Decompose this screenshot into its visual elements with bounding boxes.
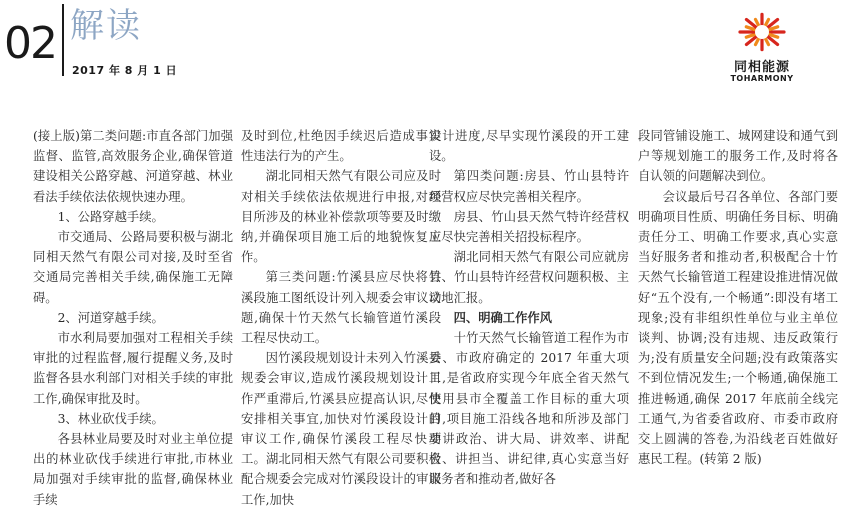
logo-name-cn: 同相能源 xyxy=(733,60,790,75)
logo-name-en: TOHARMONY xyxy=(730,74,794,83)
article-column-1 xyxy=(33,126,233,510)
article-paragraph: 四、明确工作作风 xyxy=(453,309,552,325)
article-paragraph: 第四类问题:房县、竹山县特许经营权应尽快完善相关程序。 xyxy=(429,169,629,204)
article-paragraph: 段同管铺设施工、城网建设和通气到户等规划施工的服务工作,及时将各自认领的问题解决到位。 xyxy=(638,129,838,184)
article-paragraph: 3、林业砍伐手续。 xyxy=(57,411,164,426)
article-column-3 xyxy=(429,126,629,490)
header-divider xyxy=(62,4,64,76)
company-logo xyxy=(714,8,810,88)
article-column-4 xyxy=(638,126,838,469)
article-paragraph: 市交通局、公路局要积极与湖北同相天然气有限公司对接,及时至省交通局完善相关手续,确保施工无障碍。 xyxy=(33,230,233,305)
sun-flower-icon xyxy=(732,8,792,56)
article-column-2 xyxy=(241,126,441,510)
article-paragraph: 湖北同相天然气有限公司应就房县、竹山县特许经营权问题积极、主动地汇报。 xyxy=(429,250,629,305)
article-paragraph: 1、公路穿越手续。 xyxy=(57,209,164,224)
article-paragraph: 各县林业局要及时对业主单位提出的林业砍伐手续进行审批,市林业局加强对手续审批的监督,确保林业手续 xyxy=(33,432,233,507)
page-number: 02 xyxy=(4,18,56,69)
article-paragraph: 因竹溪段规划设计未列入竹溪县规委会审议,造成竹溪段规划设计工作严重滞后,竹溪县应提高认识,尽快安排相关事宜,加快对竹溪段设计的审议工作,确保竹溪段工程尽快动工。湖北同相天然气有限公司要积极配合规委会完成对竹溪段设计的审议工作,加快 xyxy=(241,351,441,507)
article-paragraph: 及时到位,杜绝因手续迟后造成事实性违法行为的产生。 xyxy=(241,129,441,164)
section-title: 解读 xyxy=(70,6,142,46)
article-paragraph: 设计进度,尽早实现竹溪段的开工建设。 xyxy=(429,129,629,164)
article-paragraph: 第三类问题:竹溪县应尽快将竹溪段施工图纸设计列入规委会审议议题,确保十竹天然气长输管道竹溪段工程尽快动工。 xyxy=(241,270,441,346)
article-paragraph: 2、河道穿越手续。 xyxy=(57,310,164,325)
article-paragraph: (接上版)第二类问题:市直各部门加强监督、监管,高效服务企业,确保管道建设相关公路穿越、河道穿越、林业看法手续依法依规快速办理。 xyxy=(33,129,233,204)
issue-date: 2017 年 8 月 1 日 xyxy=(72,64,178,77)
page-header xyxy=(0,0,843,96)
article-paragraph: 房县、竹山县天然气特许经营权应尽快完善相关招投标程序。 xyxy=(429,209,629,245)
article-paragraph: 湖北同相天然气有限公司应及时对相关手续依法依规进行申报,对项目所涉及的林业补偿款项等要及时缴纳,并确保项目施工后的地貌恢复工作。 xyxy=(241,169,441,265)
article-paragraph: 十竹天然气长输管道工程作为市委、市政府确定的 2017 年重大项目,是省政府实现今年底全省天然气使用县市全覆盖工作目标的重大项目,项目施工沿线各地和所涉及部门要讲政治、讲大局、讲效率、讲配合、讲担当、讲纪律,真心实意当好服务者和推动者,做好各 xyxy=(429,331,629,487)
article-paragraph: 会议最后号召各单位、各部门要明确项目性质、明确任务目标、明确责任分工、明确工作要求,真心实意当好服务者和推动者,积极配合十竹天然气长输管道工程建设推进情况做好“五个没有,一个畅通”:即没有堵工现象;没有非组织性单位与业主单位谈判、协调;没有违规、违反政策行为;没有质量安全问题;没有政策落实不到位情况发生;一个畅通,确保施工推进畅通,确保 2017 年底前全线完工通气,为省委省政府、市委市政府交上圆满的答卷,为沿线老百姓做好惠民工程。(转第 2 版) xyxy=(638,189,838,467)
article-paragraph: 市水利局要加强对工程相关手续审批的过程监督,履行提醒义务,及时监督各县水利部门对相关手续的审批工作,确保审批及时。 xyxy=(33,331,233,406)
